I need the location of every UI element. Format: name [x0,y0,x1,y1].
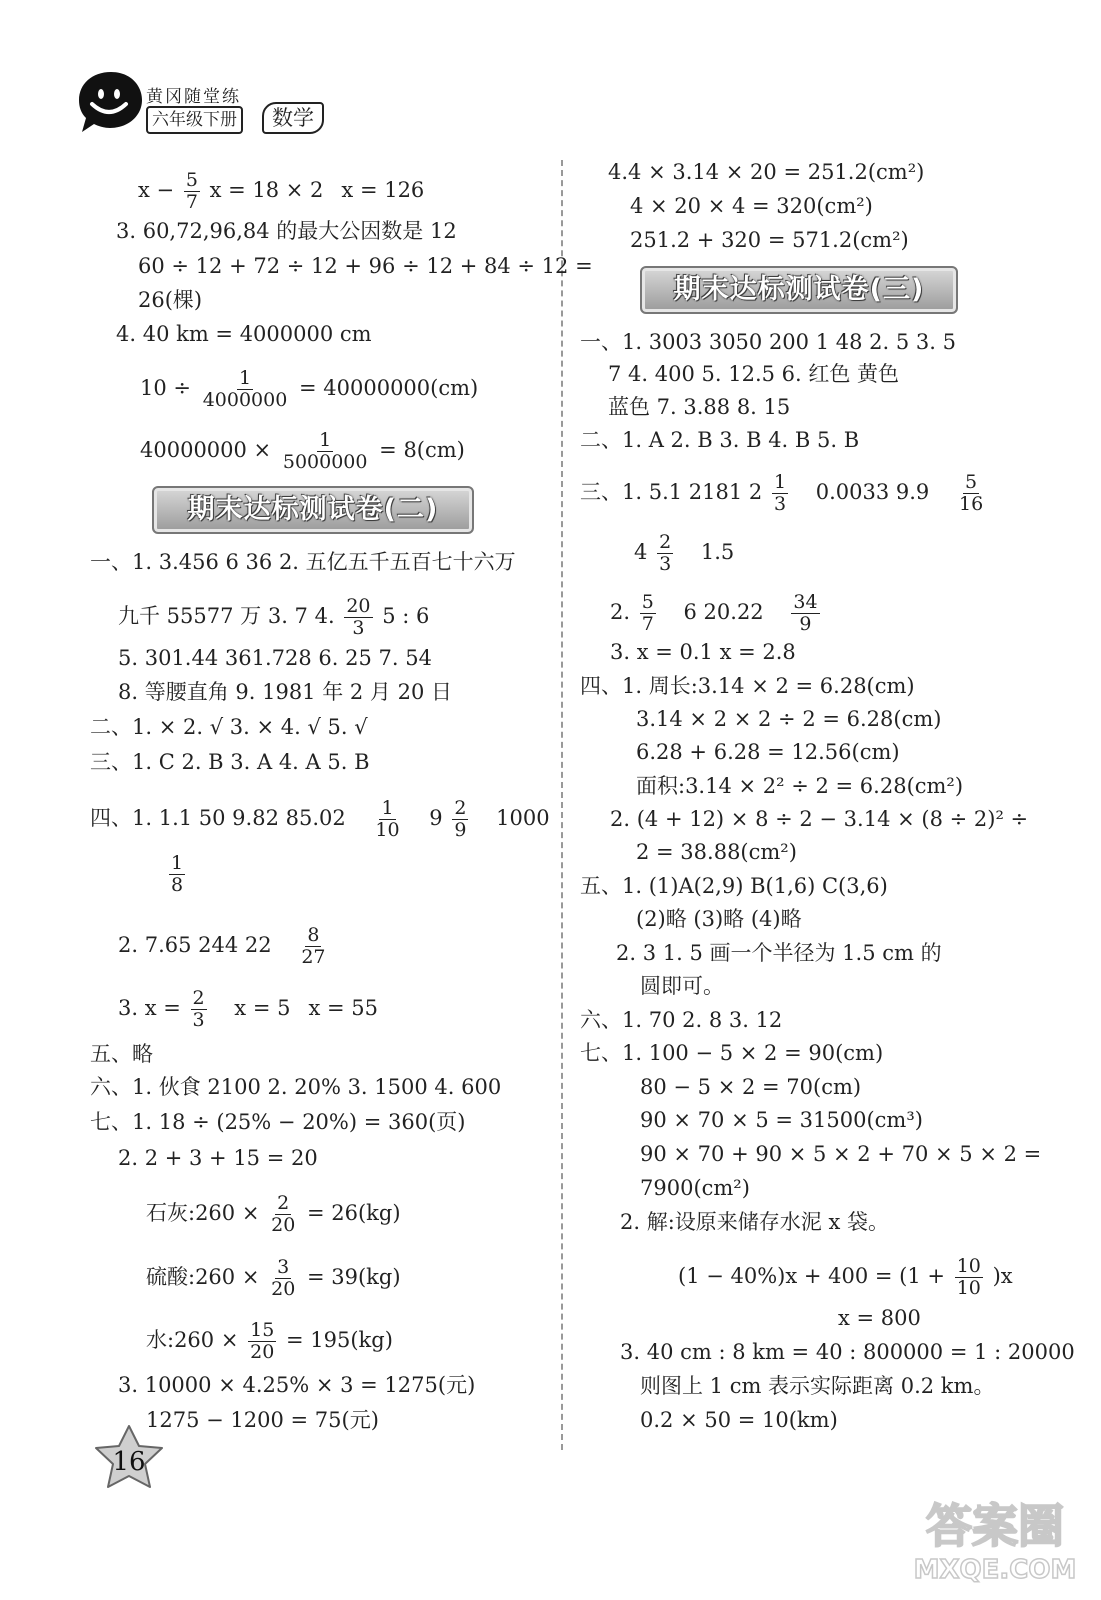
answer-line: 硫酸:260 × $\frac{3}{20}$ = 39(kg) [146,1256,401,1300]
page-number-star-icon [94,1424,164,1490]
page-number: 16 [112,1447,146,1477]
answer-line: 面积:3.14 × 2² ÷ 2 = 6.28(cm²) [636,774,964,798]
answer-line: 2. 解:设原来储存水泥 x 袋。 [620,1210,889,1234]
answer-line: 4.4 × 3.14 × 20 = 251.2(cm²) [608,160,925,184]
fraction: $\frac{3}{20}$ [271,1256,296,1300]
answer-line: 九千 55577 万 3. 7 4. $\frac{20}{3}$ 5 : 6 [118,595,430,639]
answer-line: 水:260 × $\frac{15}{20}$ = 195(kg) [146,1319,393,1363]
svg-text:MXQE.COM: MXQE.COM [913,1555,1077,1585]
watermark-logo [900,1490,1090,1590]
section-banner-exam3: 期末达标测试卷(三) [640,266,958,314]
answer-line: 7 4. 400 5. 12.5 6. 红色 黄色 [608,362,900,386]
answer-line: 1275 − 1200 = 75(元) [146,1408,379,1432]
series-title: 黄冈随堂练 [146,87,241,107]
fraction: $\frac{34}{9}$ [793,591,818,635]
answer-line: 二、1. × 2. √ 3. × 4. √ 5. √ [90,715,368,739]
answer-line: 60 ÷ 12 + 72 ÷ 12 + 96 ÷ 12 + 84 ÷ 12 = [138,254,593,278]
grade-label: 六年级下册 [146,106,243,134]
answer-line: 蓝色 7. 3.88 8. 15 [608,395,791,419]
answer-line: 2. 2 + 3 + 15 = 20 [118,1146,318,1170]
answer-line: 2 = 38.88(cm²) [636,840,797,864]
answer-line: 3. x = $\frac{2}{3}$ x = 5 x = 55 [118,987,378,1031]
answer-line: 5. 301.44 361.728 6. 25 7. 54 [118,646,432,670]
fraction: $\frac{2}{20}$ [271,1192,296,1236]
fraction: $\frac{5}{7}$ [641,591,654,635]
answer-line: 3. x = 0.1 x = 2.8 [610,640,796,664]
fraction: $\frac{1}{4000000}$ [202,367,288,411]
answer-line: 2. 3 1. 5 画一个半径为 1.5 cm 的 [616,941,942,965]
answer-line: 石灰:260 × $\frac{2}{20}$ = 26(kg) [146,1192,401,1236]
answer-line: 40000000 × $\frac{1}{5000000}$ = 8(cm) [140,429,465,473]
answer-line: 三、1. C 2. B 3. A 4. A 5. B [90,750,370,774]
answer-line: 4 × 20 × 4 = 320(cm²) [630,194,873,218]
answer-line: 2. (4 + 12) × 8 ÷ 2 − 3.14 × (8 ÷ 2)² ÷ [610,807,1029,831]
answer-line: 七、1. 100 − 5 × 2 = 90(cm) [580,1041,884,1065]
answer-line: 6.28 + 6.28 = 12.56(cm) [636,740,900,764]
answer-line: 3.14 × 2 × 2 ÷ 2 = 6.28(cm) [636,707,942,731]
answer-line: 10 ÷ $\frac{1}{4000000}$ = 40000000(cm) [140,367,479,411]
answer-line: 五、1. (1)A(2,9) B(1,6) C(3,6) [580,874,888,898]
answer-line: 90 × 70 + 90 × 5 × 2 + 70 × 5 × 2 = [640,1142,1042,1166]
smiley-logo-icon [76,68,146,136]
answer-line: 则图上 1 cm 表示实际距离 0.2 km。 [640,1374,995,1398]
answer-line: 0.2 × 50 = 10(km) [640,1408,838,1432]
answer-line: 80 − 5 × 2 = 70(cm) [640,1075,862,1099]
answer-line: (2)略 (3)略 (4)略 [636,907,802,931]
answer-line: 3. 10000 × 4.25% × 3 = 1275(元) [118,1373,476,1397]
column-divider [561,160,563,1450]
answer-line: 2. $\frac{5}{7}$ 6 20.22 $\frac{34}{9}$ [610,591,818,635]
answer-line: 4 $\frac{2}{3}$ 1.5 [634,531,735,575]
fraction: $\frac{15}{20}$ [250,1319,275,1363]
answer-line: 五、略 [90,1042,153,1066]
answer-line: 六、1. 伙食 2100 2. 20% 3. 1500 4. 600 [90,1075,502,1099]
fraction: $\frac{8}{27}$ [301,924,326,968]
answer-line: 8. 等腰直角 9. 1981 年 2 月 20 日 [118,680,452,704]
answer-line: 六、1. 70 2. 8 3. 12 [580,1008,783,1032]
section-banner-exam2: 期末达标测试卷(二) [152,486,474,534]
fraction: $\frac{2}{3}$ [192,987,205,1031]
fraction: $\frac{1}{5000000}$ [282,429,368,473]
fraction: $\frac{1}{10}$ [375,797,400,841]
answer-line: 3. 60,72,96,84 的最大公因数是 12 [116,219,457,243]
answer-line: 26(棵) [138,288,203,312]
answer-line: 一、1. 3.456 6 36 2. 五亿五千五百七十六万 [90,550,516,574]
answer-line: 圆即可。 [640,974,724,998]
answer-line: 四、1. 周长:3.14 × 2 = 6.28(cm) [580,674,915,698]
answer-line: 2. 7.65 244 22 $\frac{8}{27}$ [118,924,326,968]
fraction: $\frac{2}{9}$ [454,797,467,841]
answer-line: 90 × 70 × 5 = 31500(cm³) [640,1108,923,1132]
answer-line: x − $\frac{5}{7}$ x = 18 × 2 x = 126 [138,169,425,213]
fraction: $\frac{10}{10}$ [956,1255,981,1299]
fraction: $\frac{5}{16}$ [958,471,984,515]
answer-line: (1 − 40%)x + 400 = (1 + $\frac{10}{10}$ )x [678,1255,1013,1299]
fraction: $\frac{2}{3}$ [659,531,672,575]
fraction: $\frac{20}{3}$ [346,595,371,639]
answer-line: x = 800 [838,1306,921,1330]
answer-line: 二、1. A 2. B 3. B 4. B 5. B [580,428,860,452]
subject-label: 数学 [262,102,324,134]
fraction: $\frac{1}{3}$ [773,471,787,515]
answer-line: 四、1. 1.1 50 9.82 85.02 $\frac{1}{10}$ 9 $\frac{2}{9}$ 1000 [90,797,550,841]
answer-line: 七、1. 18 ÷ (25% − 20%) = 360(页) [90,1110,466,1134]
answer-line: 7900(cm²) [640,1176,750,1200]
fraction: $\frac{1}{8}$ [171,852,184,896]
svg-text:答案圈: 答案圈 [926,1499,1064,1553]
fraction: $\frac{5}{7}$ [185,169,198,213]
answer-line: 3. 40 cm : 8 km = 40 : 800000 = 1 : 20000 [620,1340,1075,1364]
answer-line: 251.2 + 320 = 571.2(cm²) [630,228,909,252]
answer-line [166,853,188,896]
answer-line: 4. 40 km = 4000000 cm [116,322,372,346]
answer-line: 一、1. 3003 3050 200 1 48 2. 5 3. 5 [580,330,956,354]
answer-line: 三、1. 5.1 2181 2 $\frac{1}{3}$ 0.0033 9.9 $\frac{5}{16}$ [580,471,984,515]
